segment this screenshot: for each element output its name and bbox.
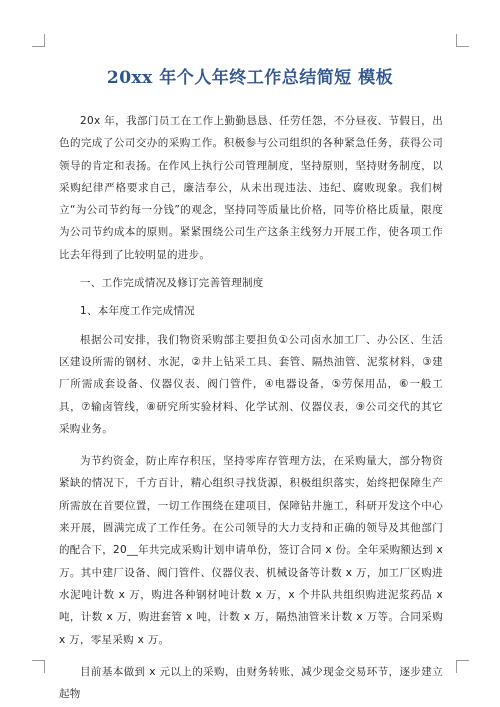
paragraph-responsibilities: 根据公司安排，我们物资采购部主要担负①公司卤水加工厂、办公区、生活区建设所需的钢材、水泥，②井上钻采工具、套管、隔热油管、泥浆材料，③建厂所需成套设备、仪器仪表、阀门管件，④电器设备，⑤劳保用品，⑥一般工具，⑦输卤管线，⑧研究所实验材料、化学试剂、仪器仪表，⑨公司交代的其它采购业务。	[59, 333, 443, 435]
subsection-heading: 1、本年度工作完成情况	[80, 305, 195, 318]
crop-mark-bottom-left	[32, 660, 45, 673]
document-body	[59, 110, 443, 705]
paragraph-current: 目前基本做到 x 元以上的采购，由财务转账，减少现金交易环节，逐步建立起物	[59, 665, 443, 701]
crop-mark-top-right	[456, 34, 469, 47]
section-heading: 一、工作完成情况及修订完善管理制度	[80, 277, 264, 290]
document-title: 20xx 年个人年终工作总结简短 模板	[106, 68, 394, 88]
crop-mark-bottom-right	[456, 660, 469, 673]
paragraph-savings: 为节约资金，防止库存积压，坚持零库存管理方法，在采购量大，部分物资紧缺的情况下，千方百计，精心组织寻找货源，积极组织落实，始终把保障生产所需放在首要位置，一切工作围绕在建项目，保障钻井施工，科研开发这个中心来开展，圆满完成了工作任务。在公司领导的大力支持和正确的领导及其他部门的配合下，20__年共完成采购计划申请单份，签订合同 x 份。全年采购额达到 x 万。其中建厂设备、阀门管件、仪器仪表、机械设备等计数 x 万，加工厂区购进水泥吨计数 x 万，购进各种钢材吨计数 x 万，x 个井队共组织购进泥浆药品 x 吨，计数 x 万，购进套管 x 吨，计数 x 万，隔热油管米计数 x 万等。合同采购 x 万，零星采购 x 万。	[59, 455, 443, 646]
paragraph-intro: 20x 年，我部门员工在工作上勤勤恳恳、任劳任怨，不分昼夜、节假日，出色的完成了公司交办的采购工作。积极参与公司组织的各种紧急任务，获得公司领导的肯定和表扬。在作风上执行公司管理制度，坚持原则，坚持财务制度，以采购纪律严格要求自己，廉洁奉公，从未出现违法、违纪、腐败现象。我们树立“为公司节约每一分钱”的观念，坚持同等质量比价格，同等价格比质量，限度为公司节约成本的原则。紧紧围绕公司生产这条主线努力开展工作，使各项工作比去年得到了比较明显的进步。	[59, 115, 443, 261]
crop-mark-top-left	[32, 34, 45, 47]
